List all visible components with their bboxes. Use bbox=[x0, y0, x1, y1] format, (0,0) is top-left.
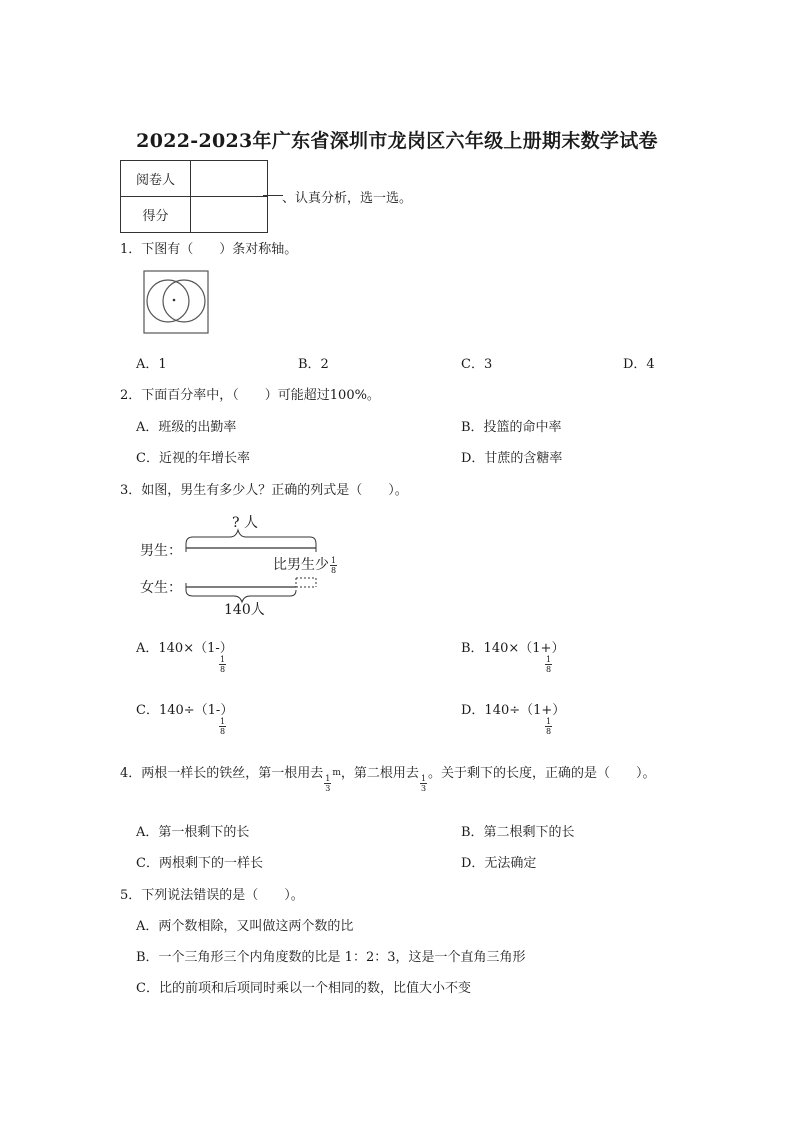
section-connector-line bbox=[263, 195, 283, 196]
q5-stem: 5．下列说法错误的是（ ）。 bbox=[120, 888, 304, 903]
q4-option-a[interactable]: A．第一根剩下的长 bbox=[136, 825, 250, 840]
q4-option-b[interactable]: B．第二根剩下的长 bbox=[461, 825, 575, 840]
reviewer-cell bbox=[191, 161, 268, 197]
q3-option-b-close: ） bbox=[551, 641, 565, 656]
q4-stem-part-b: ，第二根用去 bbox=[340, 766, 419, 781]
q3-stem: 3．如图，男生有多少人？正确的列式是（ ）。 bbox=[120, 483, 408, 498]
q4-stem bbox=[120, 762, 656, 793]
q2-option-d[interactable]: D．甘蔗的含糖率 bbox=[461, 451, 563, 466]
q3-compare-fraction: $\frac{1}{8}$ bbox=[331, 555, 337, 575]
score-cell bbox=[191, 197, 268, 233]
q5-option-b[interactable]: B．一个三角形三个内角度数的比是 1：2：3，这是一个直角三角形 bbox=[136, 950, 526, 965]
q3-question-label: ? 人 bbox=[232, 515, 258, 531]
q3-segment-drawing bbox=[140, 510, 360, 620]
section-heading: 、认真分析，选一选。 bbox=[282, 191, 413, 206]
q3-count-label: 140人 bbox=[224, 602, 265, 618]
q2-option-b[interactable]: B．投篮的命中率 bbox=[461, 420, 562, 435]
reviewer-label: 阅卷人 bbox=[121, 161, 191, 197]
q2-option-a[interactable]: A．班级的出勤率 bbox=[136, 420, 237, 435]
q1-figure bbox=[143, 270, 210, 335]
q3-option-c-text: C．140÷（1- bbox=[136, 703, 221, 718]
q3-option-d[interactable] bbox=[461, 699, 565, 718]
q1-option-a[interactable]: A．1 bbox=[136, 357, 167, 372]
q3-option-a-fraction: $\frac{1}{8}$ bbox=[220, 655, 226, 674]
exam-title: 2022-2023年广东省深圳市龙岗区六年级上册期末数学试卷 bbox=[136, 130, 658, 152]
q3-option-d-text: D．140÷（1+ bbox=[461, 703, 553, 718]
q3-girls-label: 女生： bbox=[140, 580, 182, 596]
q4-fraction-1: $\frac{1}{3}$ bbox=[325, 774, 331, 793]
q3-compare-text: 比男生少 bbox=[273, 557, 329, 573]
q4-fraction-2: $\frac{1}{3}$ bbox=[420, 774, 427, 793]
q3-boys-label: 男生： bbox=[140, 543, 182, 559]
q1-stem: 1．下图有（ ）条对称轴。 bbox=[120, 242, 298, 257]
q3-option-d-close: ） bbox=[552, 703, 566, 718]
q3-option-c-close: ） bbox=[220, 703, 234, 718]
q1-option-d[interactable]: D．4 bbox=[623, 357, 655, 372]
q4-stem-part-a: 4．两根一样长的铁丝，第一根用去 bbox=[120, 766, 324, 781]
q2-option-c[interactable]: C．近视的年增长率 bbox=[136, 451, 250, 466]
q1-option-c[interactable]: C．3 bbox=[461, 357, 493, 372]
q1-option-b[interactable]: B．2 bbox=[298, 357, 329, 372]
q5-option-c[interactable]: C．比的前项和后项同时乘以一个相同的数，比值大小不变 bbox=[136, 981, 471, 996]
q3-option-d-fraction: $\frac{1}{8}$ bbox=[546, 717, 552, 736]
q3-option-b[interactable] bbox=[461, 637, 564, 656]
q3-option-a-close: ） bbox=[219, 641, 233, 656]
q3-option-a[interactable] bbox=[136, 637, 233, 656]
q5-option-a[interactable]: A．两个数相除，又叫做这两个数的比 bbox=[136, 919, 354, 934]
q3-option-c-fraction: $\frac{1}{8}$ bbox=[220, 717, 226, 736]
q4-option-d[interactable]: D．无法确定 bbox=[461, 856, 537, 871]
score-label: 得分 bbox=[121, 197, 191, 233]
q3-option-a-text: A．140×（1- bbox=[136, 641, 220, 656]
q4-stem-part-c: 。关于剩下的长度，正确的是（ ）。 bbox=[428, 766, 656, 781]
score-table bbox=[120, 160, 268, 233]
q2-stem: 2．下面百分率中，（ ）可能超过100%。 bbox=[120, 388, 380, 403]
q3-option-c[interactable] bbox=[136, 699, 233, 718]
q4-unit: m bbox=[332, 768, 341, 778]
q3-option-b-fraction: $\frac{1}{8}$ bbox=[546, 655, 552, 674]
q3-diagram bbox=[140, 510, 360, 620]
q3-option-b-text: B．140×（1+ bbox=[461, 641, 552, 656]
q4-option-c[interactable]: C．两根剩下的一样长 bbox=[136, 856, 263, 871]
